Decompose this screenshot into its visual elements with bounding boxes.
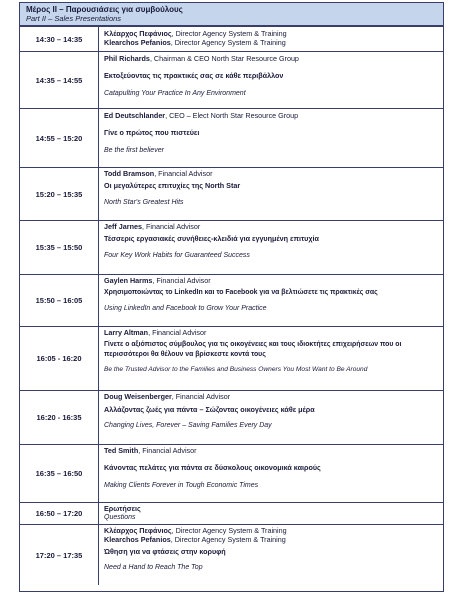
- speaker-line: [104, 38, 443, 47]
- speaker-line: [104, 222, 443, 231]
- session-content: [99, 221, 443, 274]
- table-row: [20, 220, 443, 274]
- speaker-name: Gaylen Harms: [104, 276, 153, 285]
- session-time: 17:20 – 17:35: [20, 525, 99, 585]
- session-title-english: Be the first believer: [104, 147, 164, 154]
- session-title-english: North Star's Greatest Hits: [104, 199, 184, 206]
- session-content: [99, 503, 443, 524]
- session-title-english: Questions: [104, 514, 136, 521]
- speaker-name: Jeff Jarnes: [104, 222, 142, 231]
- speaker-line: [104, 446, 443, 455]
- table-row: [20, 274, 443, 326]
- session-title-english: Making Clients Forever in Tough Economic Times: [104, 482, 259, 489]
- session-title-greek: Ερωτήσεις: [104, 504, 141, 513]
- session-title-greek: Εκτοξεύοντας τις πρακτικές σας σε κάθε περιβάλλον: [104, 71, 284, 80]
- speaker-name: Klearchos Pefanios: [104, 38, 171, 47]
- speaker-role: , Director Agency System & Training: [170, 38, 286, 47]
- session-title-greek: Χρησιμοποιώντας το LinkedIn και το Facebook για να βελτιώσετε τις πρακτικές σας: [104, 289, 378, 296]
- session-title-greek: Οι μεγαλύτερες επιτυχίες της North Star: [104, 181, 241, 190]
- speaker-name: Phil Richards: [104, 54, 150, 63]
- session-content: [99, 391, 443, 444]
- speaker-role: , Chairman & CEO North Star Resource Group: [149, 54, 299, 63]
- speaker-name: Ed Deutschlander: [104, 111, 166, 120]
- speaker-line: [104, 392, 443, 401]
- schedule-table: [19, 2, 444, 592]
- speaker-line: [104, 29, 443, 38]
- session-content: [99, 168, 443, 220]
- session-content: [99, 525, 443, 585]
- speaker-role: , Director Agency System & Training: [171, 29, 287, 38]
- table-row: [20, 26, 443, 51]
- session-title-greek: Αλλάζοντας ζωές για πάντα – Σώζοντας οικογένειες κάθε μέρα: [104, 405, 315, 414]
- session-time: 14:35 – 14:55: [20, 52, 99, 108]
- session-title-english: Catapulting Your Practice In Any Environment: [104, 90, 246, 97]
- session-time: 15:50 – 16:05: [20, 275, 99, 326]
- session-title-english: Be the Trusted Advisor to the Families and Business Owners You Most Want to Be Around: [104, 366, 368, 373]
- table-row: [20, 51, 443, 108]
- session-content: [99, 327, 443, 390]
- section-header: [20, 3, 443, 26]
- speaker-line: [104, 169, 443, 178]
- session-content: [99, 109, 443, 167]
- speaker-name: Doug Weisenberger: [104, 392, 172, 401]
- session-title-english: Using LinkedIn and Facebook to Grow Your Practice: [104, 305, 267, 312]
- section-title-english: Part II – Sales Presentations: [26, 14, 122, 23]
- speaker-name: Todd Bramson: [104, 169, 155, 178]
- table-row: [20, 167, 443, 220]
- session-title-greek: Ώθηση για να φτάσεις στην κορυφή: [104, 547, 226, 556]
- session-time: 16:35 – 16:50: [20, 445, 99, 502]
- speaker-role: , Financial Advisor: [148, 328, 207, 337]
- speaker-name: Κλέαρχος Πεφάνιος: [104, 29, 172, 38]
- table-row: [20, 390, 443, 444]
- speaker-name: Κλέαρχος Πεφάνιος: [104, 526, 172, 535]
- speaker-name: Ted Smith: [104, 446, 139, 455]
- speaker-line: [104, 526, 443, 535]
- speaker-name: Larry Altman: [104, 328, 149, 337]
- session-time: 16:50 – 17:20: [20, 503, 99, 524]
- speaker-role: , Financial Advisor: [171, 392, 231, 401]
- speaker-name: Klearchos Pefanios: [104, 535, 171, 544]
- session-title-greek: Γίνε ο πρώτος που πιστεύει: [104, 128, 200, 137]
- session-time: 15:20 – 15:35: [20, 168, 99, 220]
- session-time: 15:35 – 15:50: [20, 221, 99, 274]
- session-content: [99, 52, 443, 108]
- session-time: 16:20 - 16:35: [20, 391, 99, 444]
- table-row: [20, 524, 443, 585]
- speaker-role: , Financial Advisor: [154, 169, 213, 178]
- section-title-greek: Μέρος ΙΙ – Παρουσιάσεις για συμβούλους: [26, 5, 183, 14]
- table-row: [20, 502, 443, 524]
- session-time: 14:30 – 14:35: [20, 27, 99, 51]
- speaker-role: , Director Agency System & Training: [170, 535, 286, 544]
- speaker-line: [104, 535, 443, 544]
- session-time: 14:55 – 15:20: [20, 109, 99, 167]
- session-content: [99, 445, 443, 502]
- session-content: [99, 275, 443, 326]
- speaker-role: , CEO – Elect North Star Resource Group: [165, 111, 299, 120]
- table-row: [20, 444, 443, 502]
- table-row: [20, 108, 443, 167]
- session-title-greek: Τέσσερις εργασιακές συνήθειες-κλειδιά για εγγυημένη επιτυχία: [104, 234, 319, 243]
- session-title-greek: Κάνοντας πελάτες για πάντα σε δύσκολους οικονομικά καιρούς: [104, 463, 321, 472]
- session-title-greek: Γίνετε ο αξιόπιστος σύμβουλος για τις οικογένειες και τους ιδιοκτήτες επιχειρήσεων που οι περισσότεροι θα θέλουν να βρίσκεστε κοντά τους: [104, 341, 402, 358]
- speaker-line: [104, 54, 443, 63]
- speaker-role: , Financial Advisor: [152, 276, 211, 285]
- speaker-line: [104, 111, 443, 120]
- speaker-line: [104, 276, 443, 285]
- speaker-role: , Financial Advisor: [141, 222, 201, 231]
- session-title-english: Changing Lives, Forever – Saving Families Every Day: [104, 422, 272, 429]
- session-time: 16:05 - 16:20: [20, 327, 99, 390]
- table-row: [20, 326, 443, 390]
- session-title-english: Need a Hand to Reach The Top: [104, 564, 203, 571]
- speaker-line: [104, 328, 443, 337]
- speaker-role: , Financial Advisor: [138, 446, 197, 455]
- speaker-role: , Director Agency System & Training: [171, 526, 287, 535]
- session-content: [99, 27, 443, 51]
- session-title-english: Four Key Work Habits for Guaranteed Success: [104, 252, 250, 259]
